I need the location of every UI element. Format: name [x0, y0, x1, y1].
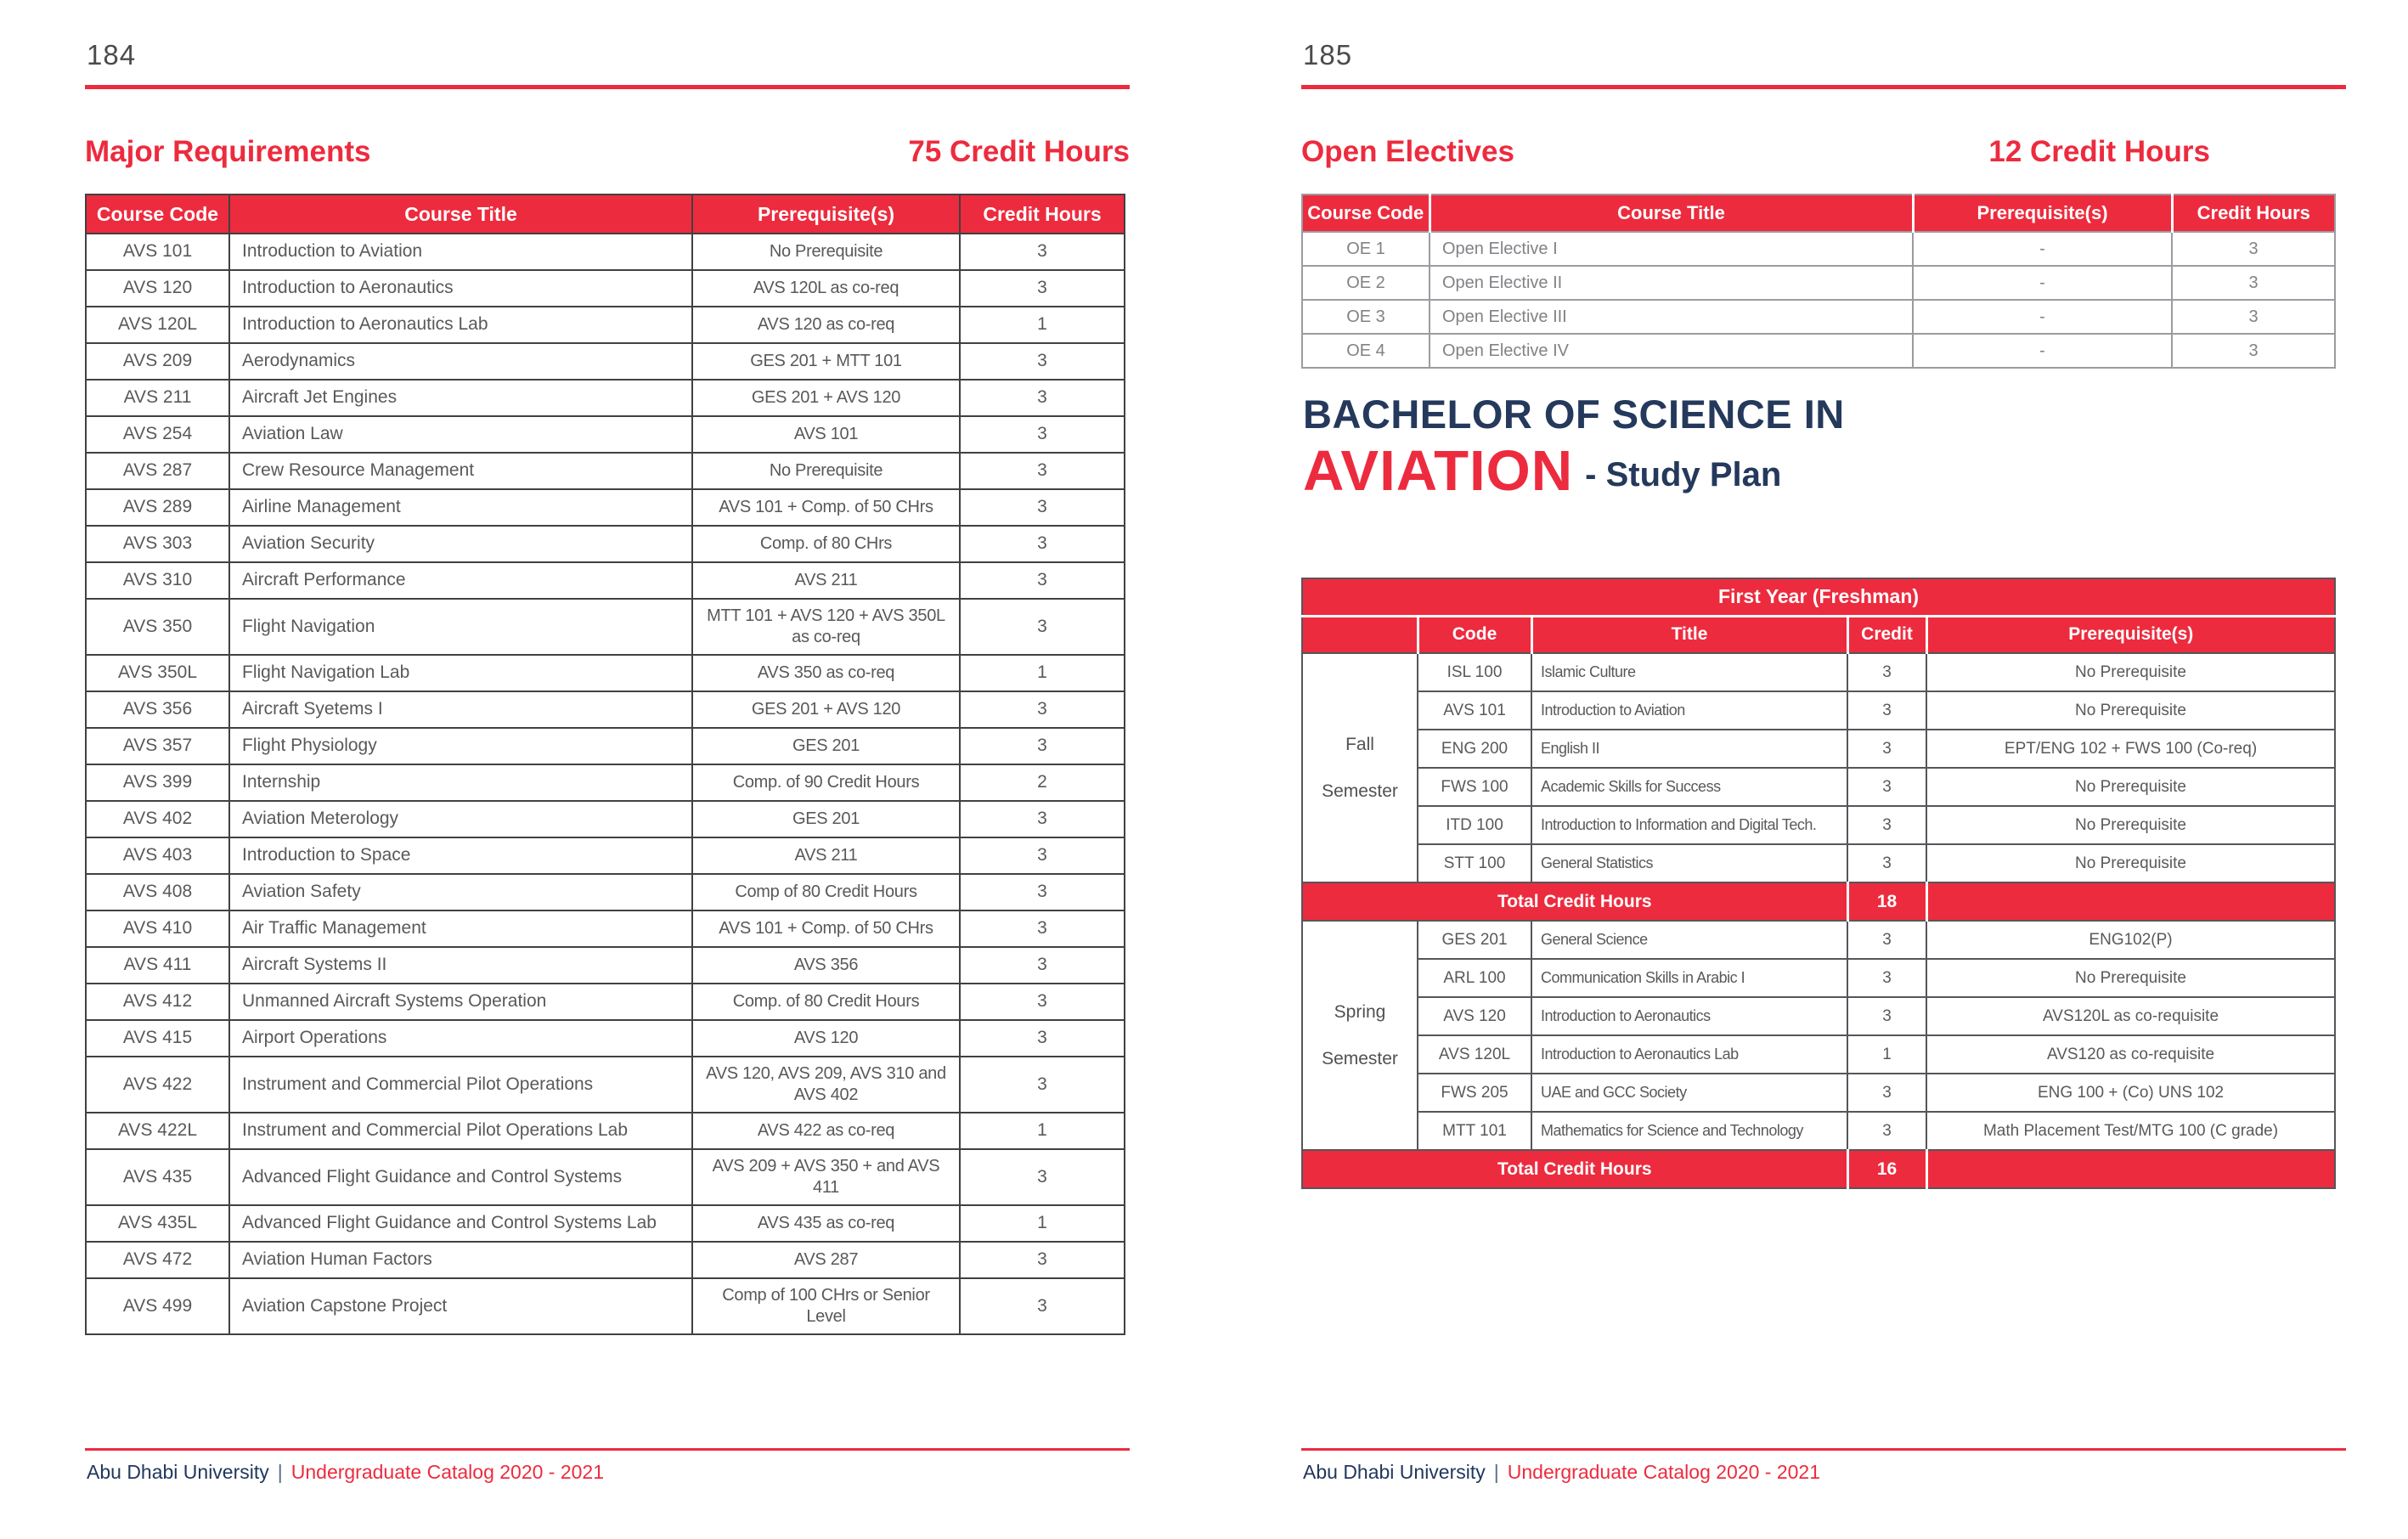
credit-cell: 1 — [1847, 1035, 1926, 1074]
prerequisite-cell: AVS120 as co-requisite — [1926, 1035, 2335, 1074]
column-header: Title — [1531, 616, 1847, 653]
column-header — [1302, 616, 1418, 653]
page-left — [85, 0, 1130, 1539]
course-title-cell: English II — [1531, 730, 1847, 768]
prerequisite-cell: AVS 209 + AVS 350 + and AVS 411 — [692, 1149, 960, 1205]
course-row — [86, 453, 1125, 489]
course-title-cell: UAE and GCC Society — [1531, 1074, 1847, 1112]
course-row — [86, 728, 1125, 764]
prerequisite-cell: - — [1913, 300, 2172, 334]
prerequisite-cell: AVS 120 — [692, 1020, 960, 1057]
course-title-cell: Islamic Culture — [1531, 653, 1847, 691]
prerequisite-cell: GES 201 — [692, 728, 960, 764]
course-code-cell: AVS 303 — [86, 526, 229, 562]
prerequisite-cell: - — [1913, 266, 2172, 300]
prerequisite-cell: No Prerequisite — [692, 453, 960, 489]
credit-hours-cell: 3 — [960, 947, 1125, 984]
section-heading-row — [1301, 136, 2346, 169]
course-code-cell: AVS 289 — [86, 489, 229, 526]
section-title: Open Electives — [1301, 135, 1514, 168]
credit-hours-cell: 3 — [960, 270, 1125, 307]
course-code-cell: AVS 350L — [86, 655, 229, 691]
course-code-cell: AVS 357 — [86, 728, 229, 764]
course-row — [86, 984, 1125, 1020]
course-title-cell: Flight Physiology — [229, 728, 692, 764]
course-row — [1302, 266, 2335, 300]
course-title-cell: Introduction to Information and Digital Tech. — [1531, 806, 1847, 844]
course-title-cell: Academic Skills for Success — [1531, 768, 1847, 806]
credit-hours-cell: 3 — [960, 837, 1125, 874]
prerequisite-cell: Comp. of 80 CHrs — [692, 526, 960, 562]
prerequisite-cell: Comp of 100 CHrs or Senior Level — [692, 1278, 960, 1334]
course-code-cell: AVS 408 — [86, 874, 229, 910]
page-number: 185 — [1303, 39, 1353, 70]
footer-separator: | — [1493, 1461, 1499, 1483]
footer-rule — [1301, 1448, 2346, 1451]
prerequisite-cell: AVS 435 as co-req — [692, 1205, 960, 1242]
course-title-cell: Open Elective III — [1430, 300, 1913, 334]
degree-title-line2 — [1303, 438, 1845, 503]
course-row — [86, 270, 1125, 307]
column-header: Credit Hours — [2172, 194, 2335, 232]
semester-label-line: Semester — [1322, 1049, 1398, 1068]
footer-university: Abu Dhabi University — [87, 1461, 269, 1483]
semester-label — [1302, 921, 1418, 1150]
prerequisite-cell: No Prerequisite — [1926, 959, 2335, 997]
course-code-cell: AVS 254 — [86, 416, 229, 453]
course-row — [86, 526, 1125, 562]
course-code-cell: FWS 100 — [1418, 768, 1531, 806]
page-footer — [87, 1461, 604, 1484]
credit-hours-cell: 3 — [2172, 334, 2335, 368]
credit-hours-cell: 3 — [2172, 266, 2335, 300]
course-title-cell: Flight Navigation — [229, 599, 692, 655]
course-title-cell: Airline Management — [229, 489, 692, 526]
course-code-cell: STT 100 — [1418, 844, 1531, 882]
course-title-cell: Introduction to Aviation — [229, 234, 692, 270]
course-row — [86, 489, 1125, 526]
prerequisite-cell: GES 201 + MTT 101 — [692, 343, 960, 380]
course-code-cell: AVS 435 — [86, 1149, 229, 1205]
credit-hours-cell: 1 — [960, 1113, 1125, 1149]
header-rule — [1301, 85, 2346, 89]
course-code-cell: GES 201 — [1418, 921, 1531, 959]
credit-hours-cell: 3 — [960, 1020, 1125, 1057]
course-row — [86, 1242, 1125, 1278]
course-code-cell: AVS 101 — [86, 234, 229, 270]
course-row — [86, 1278, 1125, 1334]
major-requirements-table — [85, 194, 1125, 1335]
course-code-cell: AVS 422L — [86, 1113, 229, 1149]
column-header: Prerequisite(s) — [1926, 616, 2335, 653]
total-credit-hours-label: Total Credit Hours — [1302, 1150, 1847, 1188]
course-row — [86, 874, 1125, 910]
year-header-row — [1302, 578, 2335, 616]
prerequisite-cell: AVS 287 — [692, 1242, 960, 1278]
credit-hours-cell: 3 — [960, 416, 1125, 453]
course-code-cell: AVS 399 — [86, 764, 229, 801]
study-plan-table — [1301, 578, 2336, 1189]
credit-hours-cell: 3 — [960, 984, 1125, 1020]
course-code-cell: AVS 101 — [1418, 691, 1531, 730]
column-header: Credit Hours — [960, 194, 1125, 234]
course-code-cell: ARL 100 — [1418, 959, 1531, 997]
course-title-cell: Advanced Flight Guidance and Control Systems — [229, 1149, 692, 1205]
total-credit-hours-value: 18 — [1847, 882, 1926, 921]
prerequisite-cell: GES 201 + AVS 120 — [692, 691, 960, 728]
course-title-cell: Aircraft Syetems I — [229, 691, 692, 728]
credit-cell: 3 — [1847, 768, 1926, 806]
prerequisite-cell: EPT/ENG 102 + FWS 100 (Co-req) — [1926, 730, 2335, 768]
credit-hours-cell: 3 — [960, 380, 1125, 416]
total-row-empty-cell — [1926, 1150, 2335, 1188]
total-row — [1302, 1150, 2335, 1188]
course-row — [1302, 730, 2335, 768]
year-header: First Year (Freshman) — [1302, 578, 2335, 616]
course-title-cell: Introduction to Space — [229, 837, 692, 874]
credit-hours-cell: 3 — [960, 910, 1125, 947]
credit-hours-cell: 3 — [2172, 232, 2335, 266]
column-header: Prerequisite(s) — [692, 194, 960, 234]
prerequisite-cell: AVS 211 — [692, 837, 960, 874]
prerequisite-cell: - — [1913, 334, 2172, 368]
credit-cell: 3 — [1847, 997, 1926, 1035]
course-row — [1302, 1112, 2335, 1150]
course-title-cell: Instrument and Commercial Pilot Operations — [229, 1057, 692, 1113]
semester-label — [1302, 653, 1418, 882]
course-title-cell: Unmanned Aircraft Systems Operation — [229, 984, 692, 1020]
course-code-cell: AVS 356 — [86, 691, 229, 728]
course-code-cell: AVS 411 — [86, 947, 229, 984]
course-code-cell: OE 2 — [1302, 266, 1430, 300]
degree-title-line1: BACHELOR OF SCIENCE IN — [1303, 392, 1845, 437]
footer-university: Abu Dhabi University — [1303, 1461, 1486, 1483]
course-row — [86, 343, 1125, 380]
course-row — [1302, 997, 2335, 1035]
course-row — [86, 655, 1125, 691]
total-row — [1302, 882, 2335, 921]
degree-title — [1303, 392, 1845, 501]
course-row — [1302, 232, 2335, 266]
prerequisite-cell: ENG102(P) — [1926, 921, 2335, 959]
semester-label-line: Spring — [1334, 1001, 1386, 1022]
course-row — [1302, 653, 2335, 691]
prerequisite-cell: AVS 120, AVS 209, AVS 310 and AVS 402 — [692, 1057, 960, 1113]
column-header: Course Code — [1302, 194, 1430, 232]
table-header-row — [86, 194, 1125, 234]
prerequisite-cell: AVS 120L as co-req — [692, 270, 960, 307]
course-code-cell: AVS 415 — [86, 1020, 229, 1057]
prerequisite-cell: AVS 422 as co-req — [692, 1113, 960, 1149]
course-code-cell: AVS 211 — [86, 380, 229, 416]
prerequisite-cell: AVS 211 — [692, 562, 960, 599]
course-title-cell: Air Traffic Management — [229, 910, 692, 947]
credit-cell: 3 — [1847, 653, 1926, 691]
prerequisite-cell: No Prerequisite — [1926, 844, 2335, 882]
electives-table-body — [1302, 232, 2335, 368]
footer-rule — [85, 1448, 1130, 1451]
course-row — [86, 599, 1125, 655]
credit-hours-cell: 3 — [960, 234, 1125, 270]
prerequisite-cell: - — [1913, 232, 2172, 266]
page-number: 184 — [87, 39, 137, 70]
course-title-cell: Airport Operations — [229, 1020, 692, 1057]
course-title-cell: Introduction to Aeronautics — [1531, 997, 1847, 1035]
course-row — [86, 691, 1125, 728]
prerequisite-cell: ENG 100 + (Co) UNS 102 — [1926, 1074, 2335, 1112]
column-header: Credit — [1847, 616, 1926, 653]
prerequisite-cell: Comp of 80 Credit Hours — [692, 874, 960, 910]
course-row — [1302, 1035, 2335, 1074]
prerequisite-cell: No Prerequisite — [1926, 653, 2335, 691]
footer-catalog: Undergraduate Catalog 2020 - 2021 — [1507, 1461, 1821, 1483]
course-title-cell: Aviation Human Factors — [229, 1242, 692, 1278]
course-title-cell: Introduction to Aeronautics Lab — [229, 307, 692, 343]
prerequisite-cell: AVS 101 + Comp. of 50 CHrs — [692, 910, 960, 947]
course-title-cell: Internship — [229, 764, 692, 801]
course-row — [86, 764, 1125, 801]
table-header-row — [1302, 194, 2335, 232]
course-code-cell: AVS 120 — [1418, 997, 1531, 1035]
course-title-cell: Aviation Law — [229, 416, 692, 453]
course-title-cell: Instrument and Commercial Pilot Operations Lab — [229, 1113, 692, 1149]
course-code-cell: AVS 120L — [86, 307, 229, 343]
course-row — [1302, 1074, 2335, 1112]
course-row — [86, 307, 1125, 343]
credit-cell: 3 — [1847, 806, 1926, 844]
column-header: Code — [1418, 616, 1531, 653]
prerequisite-cell: MTT 101 + AVS 120 + AVS 350L as co-req — [692, 599, 960, 655]
course-code-cell: MTT 101 — [1418, 1112, 1531, 1150]
course-row — [1302, 768, 2335, 806]
course-title-cell: Aerodynamics — [229, 343, 692, 380]
course-code-cell: AVS 350 — [86, 599, 229, 655]
course-row — [86, 837, 1125, 874]
major-table-body — [86, 234, 1125, 1334]
column-header: Course Title — [1430, 194, 1913, 232]
course-code-cell: AVS 120L — [1418, 1035, 1531, 1074]
course-row — [86, 1113, 1125, 1149]
degree-program-name: AVIATION — [1303, 438, 1574, 503]
course-code-cell: AVS 120 — [86, 270, 229, 307]
column-header: Course Code — [86, 194, 229, 234]
major-table-head — [86, 194, 1125, 234]
total-row-empty-cell — [1926, 882, 2335, 921]
course-row — [86, 562, 1125, 599]
course-title-cell: Flight Navigation Lab — [229, 655, 692, 691]
page-right — [1301, 0, 2346, 1539]
course-row — [86, 380, 1125, 416]
course-code-cell: ITD 100 — [1418, 806, 1531, 844]
header-rule — [85, 85, 1130, 89]
prerequisite-cell: No Prerequisite — [1926, 691, 2335, 730]
course-title-cell: Open Elective I — [1430, 232, 1913, 266]
course-row — [1302, 300, 2335, 334]
page-footer — [1303, 1461, 1820, 1484]
prerequisite-cell: No Prerequisite — [692, 234, 960, 270]
course-title-cell: General Science — [1531, 921, 1847, 959]
course-title-cell: Aircraft Systems II — [229, 947, 692, 984]
credit-hours-cell: 3 — [960, 1057, 1125, 1113]
prerequisite-cell: GES 201 — [692, 801, 960, 837]
course-code-cell: AVS 499 — [86, 1278, 229, 1334]
section-credit-hours: 75 Credit Hours — [908, 135, 1130, 168]
column-header: Prerequisite(s) — [1913, 194, 2172, 232]
total-credit-hours-value: 16 — [1847, 1150, 1926, 1188]
course-title-cell: Aviation Safety — [229, 874, 692, 910]
credit-cell: 3 — [1847, 844, 1926, 882]
credit-hours-cell: 3 — [960, 728, 1125, 764]
credit-hours-cell: 2 — [960, 764, 1125, 801]
course-title-cell: Introduction to Aviation — [1531, 691, 1847, 730]
course-code-cell: ISL 100 — [1418, 653, 1531, 691]
course-title-cell: Aircraft Jet Engines — [229, 380, 692, 416]
course-code-cell: AVS 209 — [86, 343, 229, 380]
prerequisite-cell: AVS 120 as co-req — [692, 307, 960, 343]
semester-label-line: Fall — [1345, 734, 1374, 754]
credit-hours-cell: 3 — [960, 874, 1125, 910]
course-row — [1302, 691, 2335, 730]
prerequisite-cell: GES 201 + AVS 120 — [692, 380, 960, 416]
prerequisite-cell: AVS 356 — [692, 947, 960, 984]
credit-hours-cell: 3 — [960, 453, 1125, 489]
course-row — [86, 1205, 1125, 1242]
section-credit-hours: 12 Credit Hours — [1988, 135, 2210, 168]
credit-hours-cell: 3 — [960, 801, 1125, 837]
course-code-cell: AVS 287 — [86, 453, 229, 489]
course-row — [86, 1020, 1125, 1057]
course-title-cell: Aviation Security — [229, 526, 692, 562]
credit-hours-cell: 3 — [960, 562, 1125, 599]
course-code-cell: OE 1 — [1302, 232, 1430, 266]
course-title-cell: Communication Skills in Arabic I — [1531, 959, 1847, 997]
course-code-cell: AVS 412 — [86, 984, 229, 1020]
course-title-cell: General Statistics — [1531, 844, 1847, 882]
course-row — [1302, 806, 2335, 844]
course-title-cell: Open Elective II — [1430, 266, 1913, 300]
credit-cell: 3 — [1847, 921, 1926, 959]
credit-hours-cell: 3 — [960, 1278, 1125, 1334]
course-code-cell: AVS 402 — [86, 801, 229, 837]
credit-hours-cell: 3 — [960, 1242, 1125, 1278]
electives-table-head — [1302, 194, 2335, 232]
course-title-cell: Aviation Capstone Project — [229, 1278, 692, 1334]
degree-title-suffix: - Study Plan — [1585, 456, 1782, 494]
course-code-cell: AVS 410 — [86, 910, 229, 947]
course-row — [86, 947, 1125, 984]
prerequisite-cell: AVS 101 + Comp. of 50 CHrs — [692, 489, 960, 526]
course-code-cell: AVS 403 — [86, 837, 229, 874]
course-row — [86, 801, 1125, 837]
course-row — [86, 1149, 1125, 1205]
course-code-cell: AVS 472 — [86, 1242, 229, 1278]
prerequisite-cell: No Prerequisite — [1926, 768, 2335, 806]
course-code-cell: AVS 310 — [86, 562, 229, 599]
credit-hours-cell: 3 — [960, 343, 1125, 380]
credit-cell: 3 — [1847, 959, 1926, 997]
prerequisite-cell: AVS 101 — [692, 416, 960, 453]
prerequisite-cell: Comp. of 90 Credit Hours — [692, 764, 960, 801]
course-title-cell: Open Elective IV — [1430, 334, 1913, 368]
study-table-body — [1302, 578, 2335, 1188]
course-title-cell: Advanced Flight Guidance and Control Systems Lab — [229, 1205, 692, 1242]
course-row — [86, 910, 1125, 947]
prerequisite-cell: AVS 350 as co-req — [692, 655, 960, 691]
credit-hours-cell: 3 — [960, 489, 1125, 526]
prerequisite-cell: No Prerequisite — [1926, 806, 2335, 844]
course-code-cell: ENG 200 — [1418, 730, 1531, 768]
course-row — [86, 1057, 1125, 1113]
course-row — [1302, 959, 2335, 997]
course-row — [1302, 921, 2335, 959]
open-electives-table — [1301, 194, 2336, 369]
course-title-cell: Aircraft Performance — [229, 562, 692, 599]
prerequisite-cell: Math Placement Test/MTG 100 (C grade) — [1926, 1112, 2335, 1150]
course-title-cell: Crew Resource Management — [229, 453, 692, 489]
course-title-cell: Introduction to Aeronautics Lab — [1531, 1035, 1847, 1074]
column-header: Course Title — [229, 194, 692, 234]
prerequisite-cell: Comp. of 80 Credit Hours — [692, 984, 960, 1020]
course-code-cell: AVS 422 — [86, 1057, 229, 1113]
credit-hours-cell: 3 — [2172, 300, 2335, 334]
credit-hours-cell: 3 — [960, 599, 1125, 655]
credit-hours-cell: 3 — [960, 526, 1125, 562]
credit-hours-cell: 3 — [960, 1149, 1125, 1205]
total-credit-hours-label: Total Credit Hours — [1302, 882, 1847, 921]
credit-cell: 3 — [1847, 730, 1926, 768]
section-title: Major Requirements — [85, 135, 371, 168]
credit-cell: 3 — [1847, 691, 1926, 730]
section-heading-row — [85, 136, 1130, 169]
study-column-header-row — [1302, 616, 2335, 653]
footer-separator: | — [277, 1461, 283, 1483]
credit-hours-cell: 1 — [960, 1205, 1125, 1242]
course-title-cell: Aviation Meterology — [229, 801, 692, 837]
course-code-cell: OE 3 — [1302, 300, 1430, 334]
credit-hours-cell: 1 — [960, 307, 1125, 343]
prerequisite-cell: AVS120L as co-requisite — [1926, 997, 2335, 1035]
credit-cell: 3 — [1847, 1112, 1926, 1150]
footer-catalog: Undergraduate Catalog 2020 - 2021 — [290, 1461, 605, 1483]
course-code-cell: OE 4 — [1302, 334, 1430, 368]
course-title-cell: Mathematics for Science and Technology — [1531, 1112, 1847, 1150]
course-row — [86, 234, 1125, 270]
credit-hours-cell: 3 — [960, 691, 1125, 728]
credit-hours-cell: 1 — [960, 655, 1125, 691]
course-code-cell: AVS 435L — [86, 1205, 229, 1242]
semester-label-line: Semester — [1322, 781, 1398, 801]
credit-cell: 3 — [1847, 1074, 1926, 1112]
course-row — [86, 416, 1125, 453]
course-code-cell: FWS 205 — [1418, 1074, 1531, 1112]
course-row — [1302, 334, 2335, 368]
course-title-cell: Introduction to Aeronautics — [229, 270, 692, 307]
course-row — [1302, 844, 2335, 882]
